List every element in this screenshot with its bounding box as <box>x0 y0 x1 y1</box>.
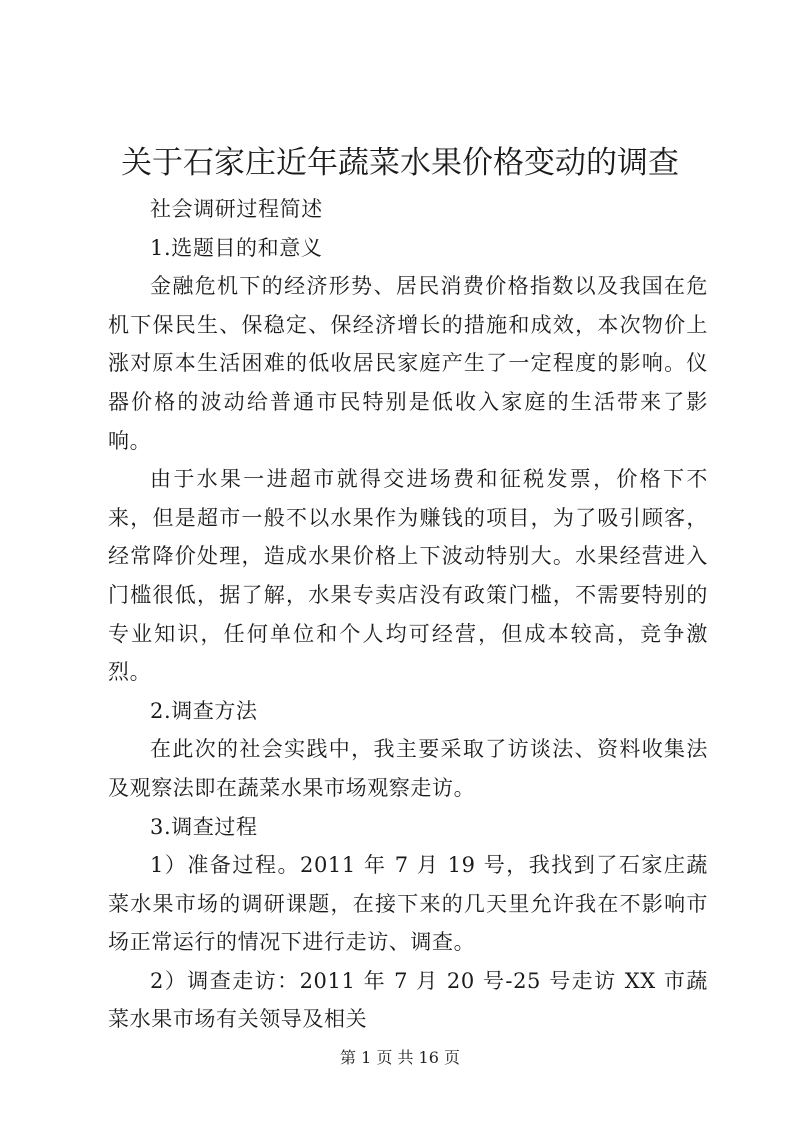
section-heading-process: 3.调查过程 <box>150 814 258 839</box>
section-heading-method: 2.调查方法 <box>150 698 258 723</box>
paragraph-intro-heading: 社会调研过程简述 <box>150 197 323 221</box>
paragraph-visit: 2）调查走访：2011 年 7 月 20 号-25 号走访 XX 市蔬菜水果市场有关领导及相关 <box>108 968 708 1032</box>
page-footer: 第 1 页 共 16 页 <box>340 1048 460 1067</box>
document-body <box>108 190 708 1039</box>
paragraph-method: 在此次的社会实践中，我主要采取了访谈法、资料收集法及观察法即在蔬菜水果市场观察走访。 <box>108 737 708 800</box>
paragraph-preparation: 1）准备过程。2011 年 7 月 19 号，我找到了石家庄蔬菜水果市场的调研课题，在接下来的几天里允许我在不影响市场正常运行的情况下进行走访、调查。 <box>108 853 708 955</box>
paragraph-fruit-market: 由于水果一进超市就得交进场费和征税发票，价格下不来，但是超市一般不以水果作为赚钱的项目，为了吸引顾客，经常降价处理，造成水果价格上下波动特别大。水果经营进入门槛很低，据了解，水果专卖店没有政策门槛，不需要特别的专业知识，任何单位和个人均可经营，但成本较高，竞争激烈。 <box>108 467 708 685</box>
paragraph-purpose: 金融危机下的经济形势、居民消费价格指数以及我国在危机下保民生、保稳定、保经济增长的措施和成效，本次物价上涨对原本生活困难的低收居民家庭产生了一定程度的影响。仪器价格的波动给普通市民特别是低收入家庭的生活带来了影响。 <box>108 274 708 453</box>
document-title: 关于石家庄近年蔬菜水果价格变动的调查 <box>121 145 679 181</box>
section-heading-purpose: 1.选题目的和意义 <box>150 235 323 260</box>
